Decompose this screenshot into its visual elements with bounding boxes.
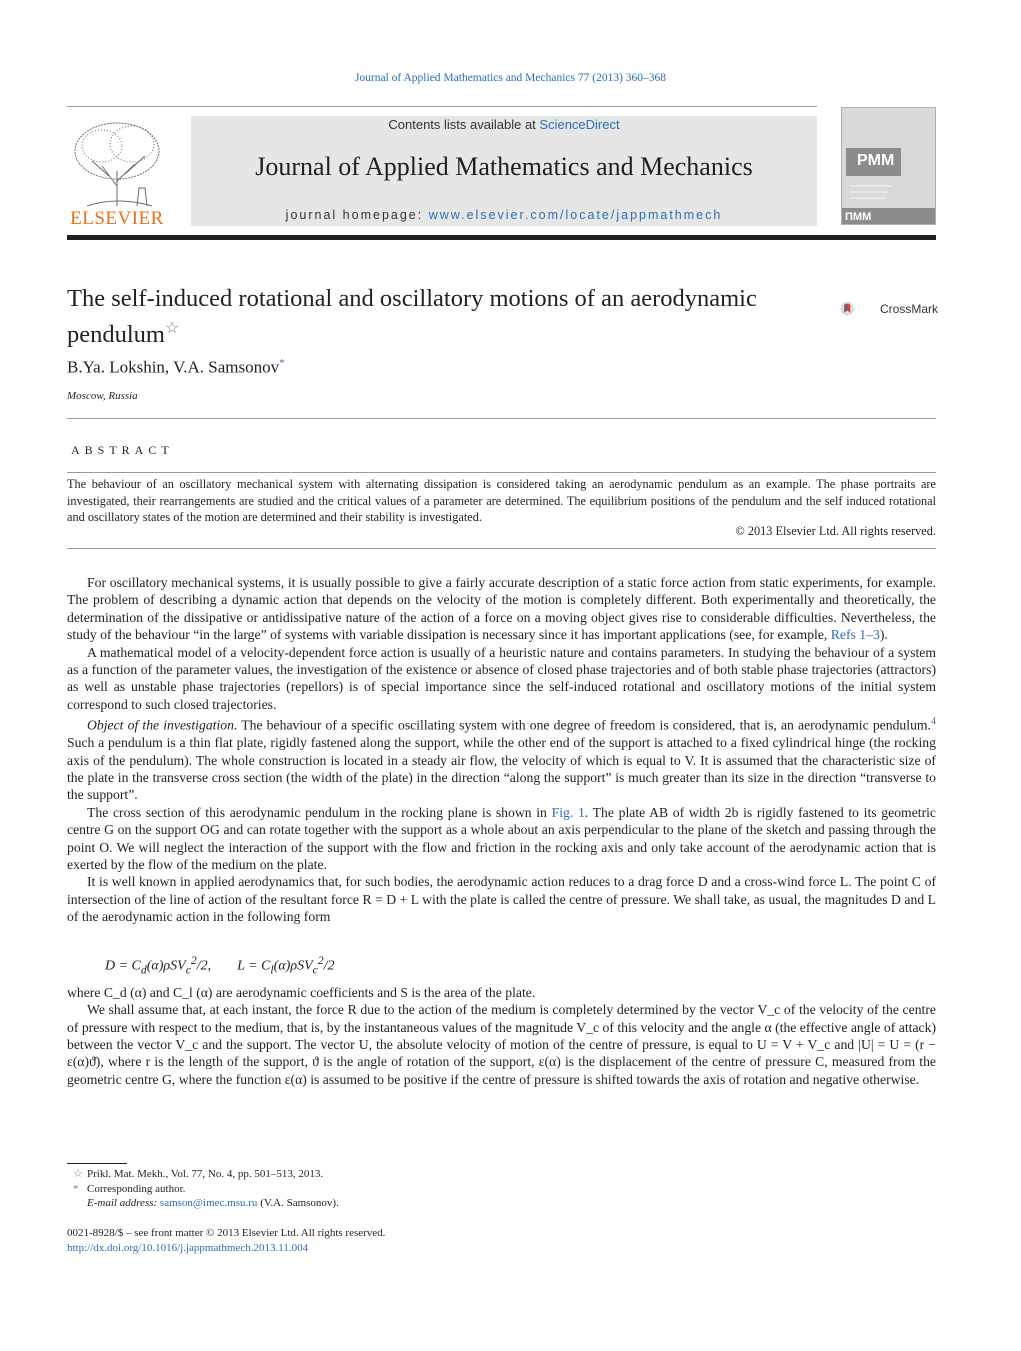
abstract-text: The behaviour of an oscillatory mechanical system with alternating dissipation is considered taking an aerodynamic pendulum as an example. The phase portraits are investigated, their rearrangements are studied and the critical values of a parameter are determined. The equilibrium positions of the pendulum and the self induced rotational and oscillatory states of the motion are determined and their stability is investigated.	[67, 477, 936, 524]
footnote-rule	[67, 1163, 127, 1164]
p1-end: ).	[879, 627, 888, 643]
doi-link[interactable]: http://dx.doi.org/10.1016/j.jappmathmech.2013.11.004	[67, 1241, 309, 1254]
corresponding-author-mark[interactable]: *	[279, 357, 285, 369]
eq1-sup: 2	[190, 953, 197, 967]
header-divider	[67, 106, 817, 107]
authors-text: B.Ya. Lokshin, V.A. Samsonov	[67, 357, 280, 377]
fig-1-link[interactable]: Fig. 1	[551, 804, 585, 820]
footnote-2-text: Corresponding author.	[87, 1182, 186, 1195]
p4-text-a: The cross section of this aerodynamic pendulum in the rocking plane is shown in	[87, 804, 547, 820]
crossmark-label[interactable]: CrossMark	[880, 302, 939, 316]
cover-pmm-label: PMM	[857, 152, 895, 169]
p3-lead: Object of the investigation.	[87, 717, 238, 733]
footnote-star-mark: ☆	[73, 1168, 83, 1180]
article-title	[67, 284, 767, 350]
p1-text: For oscillatory mechanical systems, it is usually possible to give a fairly accurate description of a static force action from static experiments, for example. The problem of describing a dynamic action that depends on the velocity of the motion is completely different. Both experimentally and theoretically, the determination of the dissipative or antidissipative nature of the action of a force on a moving object gives rise to considerable difficulties. Nevertheless, the study of the behaviour “in the large” of systems with variable dissipation is necessary since it has important applications (see, for example,	[67, 575, 936, 643]
body-paragraph-3	[67, 713, 936, 804]
ref-4-link[interactable]: 4	[930, 716, 936, 728]
eq2-subc: c	[312, 963, 318, 977]
abstract-copyright: © 2013 Elsevier Ltd. All rights reserved.	[735, 524, 936, 538]
journal-citation[interactable]: Journal of Applied Mathematics and Mechanics 77 (2013) 360–368	[354, 72, 667, 84]
journal-homepage	[191, 208, 817, 222]
article-body	[67, 574, 936, 1088]
p3-text-a: The behaviour of a specific oscillating system with one degree of freedom is considered, that is, an aerodynamic pendulum.	[237, 717, 931, 733]
header-thick-rule	[67, 235, 936, 240]
homepage-link[interactable]: www.elsevier.com/locate/jappmathmech	[428, 208, 723, 222]
eq2-lhs: L = C	[237, 958, 271, 974]
footnote-translation	[67, 1167, 936, 1182]
abstract-mid-rule	[67, 472, 936, 473]
issn-block	[67, 1226, 385, 1255]
body-paragraph-2: A mathematical model of a velocity-dependent force action is usually of a heuristic nature and contains parameters. In studying the behaviour of a system as a function of the parameter values, the investigation of the existence or absence of closed phase trajectories and of both stable phase trajectories (attractors) as well as unstable phase trajectories (repellors) is of special importance since the self-induced rotational and oscillatory motions of the initial system correspond to such closed trajectories.	[67, 644, 936, 712]
email-owner: (V.A. Samsonov).	[257, 1197, 339, 1209]
abstract-heading: ABSTRACT	[71, 443, 174, 457]
eq1-tail: /2,	[196, 958, 212, 974]
footnote-email	[67, 1196, 936, 1211]
abstract-bottom-rule	[67, 548, 936, 549]
footnotes	[67, 1167, 936, 1211]
eq2-rest: (α)ρSV	[273, 958, 313, 974]
body-paragraph-1	[67, 574, 936, 644]
crossmark-icon[interactable]	[840, 290, 878, 328]
abstract-top-rule	[67, 418, 936, 419]
body-paragraph-5: It is well known in applied aerodynamics that, for such bodies, the aerodynamic action reduces to a drag force D and a cross-wind force L. The point C of intersection of the line of action of the resultant force R = D + L with the plate is called the centre of pressure. We shall take, as usual, the magnitudes D and L of the aerodynamic action in the following form	[67, 874, 936, 925]
issn-line: 0021-8928/$ – see front matter © 2013 Elsevier Ltd. All rights reserved.	[67, 1227, 386, 1239]
elsevier-wordmark: ELSEVIER	[70, 208, 164, 229]
email-link[interactable]: samson@imec.msu.ru	[159, 1197, 258, 1209]
footnote-1-text: Prikl. Mat. Mekh., Vol. 77, No. 4, pp. 501–513, 2013.	[87, 1168, 324, 1180]
author-list	[67, 357, 285, 378]
p4-text-b: . The plate AB of width 2b is rigidly fastened to its geometric centre G on the support OG and can rotate together with the support as a whole about an axis perpendicular to the plane of the sketch and passing through the point O. We will neglect the interaction of the support with the flow and friction in the rocking axis and only take account of the aerodynamic action that is exerted by the flow of the medium on the plate.	[67, 804, 937, 873]
contents-line	[191, 117, 817, 132]
homepage-prefix: journal homepage:	[285, 208, 429, 222]
body-paragraph-7: We shall assume that, at each instant, the force R due to the action of the medium is completely determined by the vector V_c of the velocity of the centre of pressure with respect to the medium, that is, by the instantaneous values of the magnitude V_c of this velocity and the angle α (the effective angle of attack) between the vector V_c and the support. The vector U, the absolute velocity of motion of the centre of pressure, is equal to U = V + V_c and |U| = U = (r − ε(α)ϑ̇), where r is the length of the support, ϑ is the angle of rotation of the support, ε(α) is the displacement of the centre of pressure C, measured from the geometric centre G, where the function ε(α) is assumed to be positive if the centre of pressure is shifted towards the axis of rotation and negative otherwise.	[67, 1002, 936, 1087]
eq1-rest: (α)ρSV	[146, 958, 186, 974]
footnote-corresponding	[67, 1182, 936, 1197]
p3-text-b: Such a pendulum is a thin flat plate, rigidly fastened along the support, while the other end of the support is attached to a fixed cylindrical hinge (the rocking axis of the pendulum). The whole construction is located in a steady air flow, the velocity of which is equal to V. It is assumed that the characteristic size of the plate in the transverse cross section (the width of the plate) in the direction “along the support” is much greater than its size in the direction “transverse to the support”.	[67, 735, 936, 803]
body-paragraph-6: where C_d (α) and C_l (α) are aerodynamic coefficients and S is the area of the plate.	[67, 984, 536, 1000]
eq2-sup: 2	[317, 953, 324, 967]
sciencedirect-link[interactable]: ScienceDirect	[539, 117, 620, 132]
refs-1-3-link[interactable]: Refs 1–3	[830, 627, 880, 643]
eq2-tail: /2	[323, 958, 335, 974]
eq1-subc: c	[185, 963, 191, 977]
email-label: E-mail address:	[87, 1197, 160, 1209]
journal-title: Journal of Applied Mathematics and Mechanics	[255, 152, 753, 181]
eq1-sub: d	[140, 963, 147, 977]
footnote-asterisk-mark: *	[73, 1182, 79, 1195]
contents-prefix: Contents lists available at	[388, 117, 540, 132]
affiliation: Moscow, Russia	[67, 390, 138, 402]
body-paragraph-4	[67, 804, 936, 874]
article-title-text: The self-induced rotational and oscillatory motions of an aerodynamic pendulum	[67, 285, 757, 349]
equation-1	[67, 944, 936, 978]
cover-pmm-cyrillic: ПММ	[845, 211, 872, 223]
title-footnote-mark[interactable]: ☆	[165, 320, 180, 337]
eq1-lhs: D = C	[105, 958, 141, 974]
eq2-sub: l	[270, 963, 274, 977]
